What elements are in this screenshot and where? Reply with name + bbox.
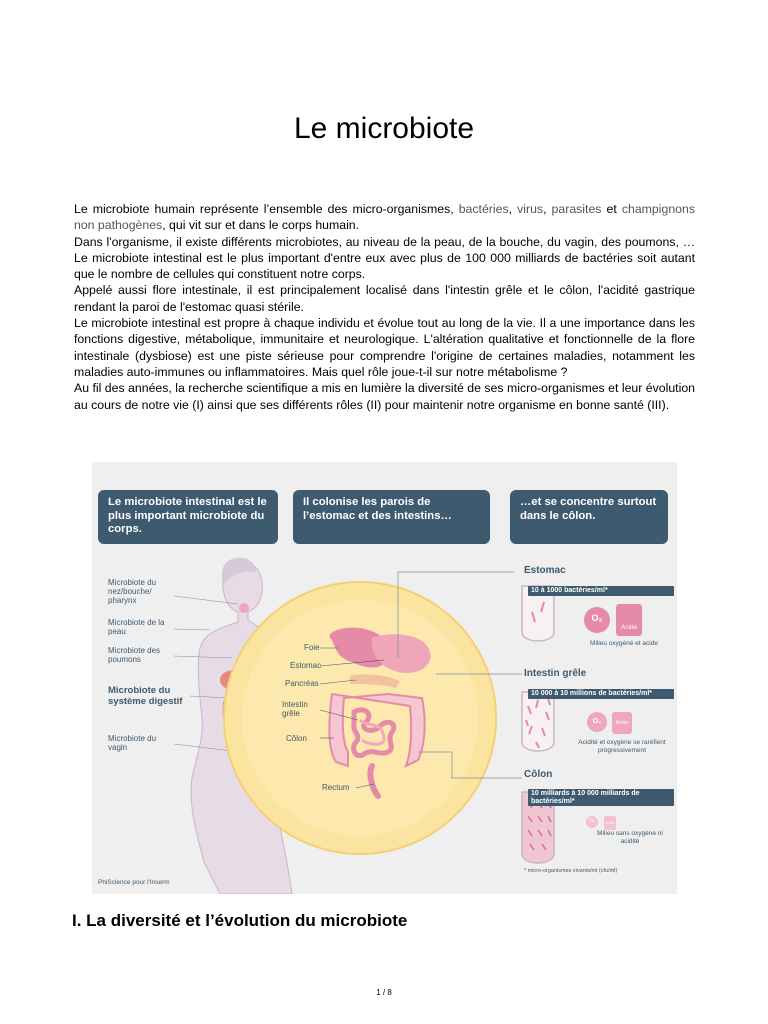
intestin-title: Intestin grêle [524, 668, 587, 679]
organ-foie: Foie [304, 643, 320, 652]
colon-title: Côlon [524, 769, 553, 780]
intestin-note: Acidité et oxygène se raréfient progressivement [578, 739, 666, 754]
organ-colon: Côlon [286, 734, 307, 743]
colon-note: Milieu sans oxygène ni acidité [597, 830, 663, 845]
colon-acide: Acide [605, 821, 615, 825]
intestin-o2: O₂ [592, 718, 602, 725]
infographic-credit: PhiScience pour l'Inserm [98, 879, 170, 886]
intestin-badge: 10 000 à 10 millions de bactéries/ml* [528, 689, 674, 699]
infographic-box-2: Il colonise les parois de l’estomac et des intestins… [293, 490, 490, 544]
label-digestif: Microbiote du système digestif [108, 685, 183, 707]
label-vagin: Microbiote du vagin [108, 734, 157, 752]
estomac-title: Estomac [524, 565, 566, 576]
intro-paragraph-3: Appelé aussi flore intestinale, il est principalement localisé dans l'intestin grêle et le côlon, l'acidité gastrique rendant la paroi de l'estomac quasi stérile. [74, 283, 695, 314]
infographic-footnote: * micro-organismes vivants/ml (cfu/ml) [524, 868, 618, 874]
label-peau: Microbiote de la peau [108, 618, 165, 636]
colon-badge: 10 milliards à 10 000 milliards de bactéries/ml* [528, 789, 674, 806]
organ-estomac: Estomac [290, 661, 322, 670]
organ-pancreas: Pancréas [285, 679, 319, 688]
intro-paragraph-4: Le microbiote intestinal est propre à chaque individu et évolue tout au long de la vie. Il a une importance dans les fonctions digestive, métabolique, immunitaire et neurologique. L'altération qualitative et fonctionnelle de la flore intestinale (dysbiose) est une piste sérieuse pour comprendre l'origine de certaines maladies, notamment les maladies auto-immunes ou inflammatoires. Mais quel rôle joue-t-il sur notre métabolisme ? [74, 316, 695, 379]
estomac-badge: 10 à 1000 bactéries/ml* [528, 586, 674, 596]
label-poumons: Microbiote des poumons [108, 646, 161, 664]
intro-paragraph-1: Le microbiote humain représente l’ensemble des micro-organismes, bactéries, virus, parasites et champignons non pathogènes, qui vit sur et dans le corps humain. [74, 202, 695, 233]
estomac-acide: Acide [620, 624, 638, 631]
colon-o2: O₂ [589, 818, 595, 824]
organ-rectum: Rectum [322, 783, 350, 792]
intestin-acide: Acide [615, 720, 629, 726]
intro-paragraph-5: Au fil des années, la recherche scientifique a mis en lumière la diversité de ses micro-organismes et leur évolution au cours de notre vie (I) ainsi que ses différents rôles (II) pour maintenir notre organisme en bonne santé (III). [74, 381, 695, 412]
page-title: Le microbiote [293, 112, 475, 145]
intro-paragraph-2: Dans l'organisme, il existe différents microbiotes, au niveau de la peau, de la bouche, du vagin, des poumons, … Le microbiote intestinal est le plus important d'entre eux avec plus de 100 000 milliards de bactéries soit autant que le nombre de cellules qui constituent notre corps. [74, 234, 695, 282]
estomac-o2: O₂ [591, 613, 603, 623]
intro-text [74, 201, 695, 413]
estomac-note: Milieu oxygéné et acide [590, 640, 658, 647]
organ-intestin: Intestin grêle [282, 700, 308, 718]
infographic-box-3: …et se concentre surtout dans le côlon. [510, 490, 668, 544]
infographic-box-1: Le microbiote intestinal est le plus important microbiote du corps. [98, 490, 278, 544]
page-number: 1 / 8 [376, 988, 392, 997]
section-heading: I. La diversité et l’évolution du microbiote [72, 911, 408, 930]
microbiote-infographic [92, 462, 677, 894]
label-nez: Microbiote du nez/bouche/ pharynx [108, 578, 157, 605]
